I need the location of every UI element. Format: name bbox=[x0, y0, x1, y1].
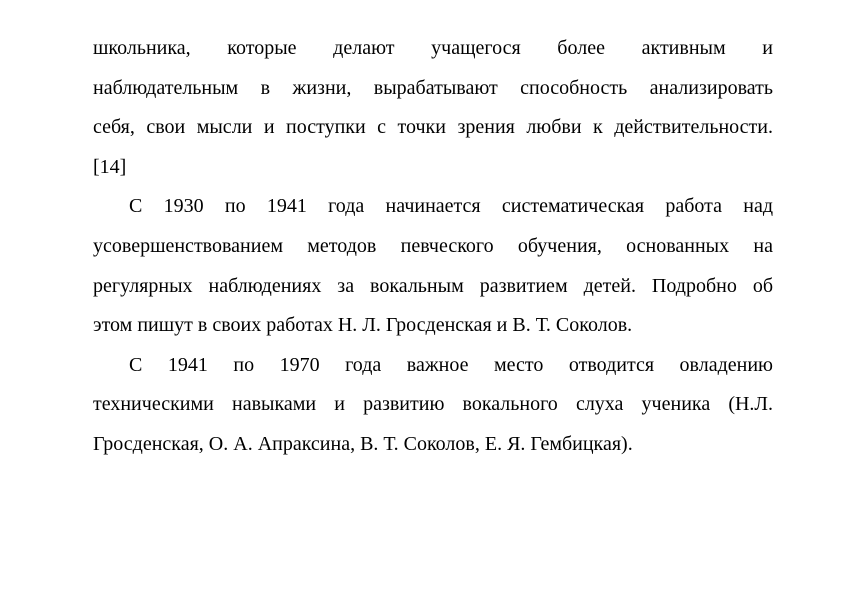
text-line: усовершенствованием методов певческого обучения, основанных на bbox=[93, 234, 773, 257]
citation-reference: [14] bbox=[93, 155, 127, 178]
text-line: техническими навыками и развитию вокального слуха ученика (Н.Л. bbox=[93, 393, 773, 416]
text-line: Гросденская, О. А. Апраксина, В. Т. Соколов, Е. Я. Гембицкая). bbox=[93, 432, 633, 455]
paragraph-3 bbox=[93, 346, 773, 465]
text-line: себя, свои мысли и поступки с точки зрения любви к действительности. bbox=[93, 116, 773, 139]
text-line: школьника, которые делают учащегося более активным и bbox=[93, 37, 773, 59]
text-line: С 1930 по 1941 года начинается систематическая работа над bbox=[129, 195, 773, 218]
paragraph-2 bbox=[93, 187, 773, 345]
text-line: регулярных наблюдениях за вокальным развитием детей. Подробно об bbox=[93, 274, 773, 297]
text-line: С 1941 по 1970 года важное место отводится овладению bbox=[129, 353, 773, 376]
document-body bbox=[93, 29, 773, 465]
text-line: этом пишут в своих работах Н. Л. Гросденская и В. Т. Соколов. bbox=[93, 314, 633, 337]
text-line: наблюдательным в жизни, вырабатывают способность анализировать bbox=[93, 76, 773, 99]
paragraph-1 bbox=[93, 29, 773, 187]
